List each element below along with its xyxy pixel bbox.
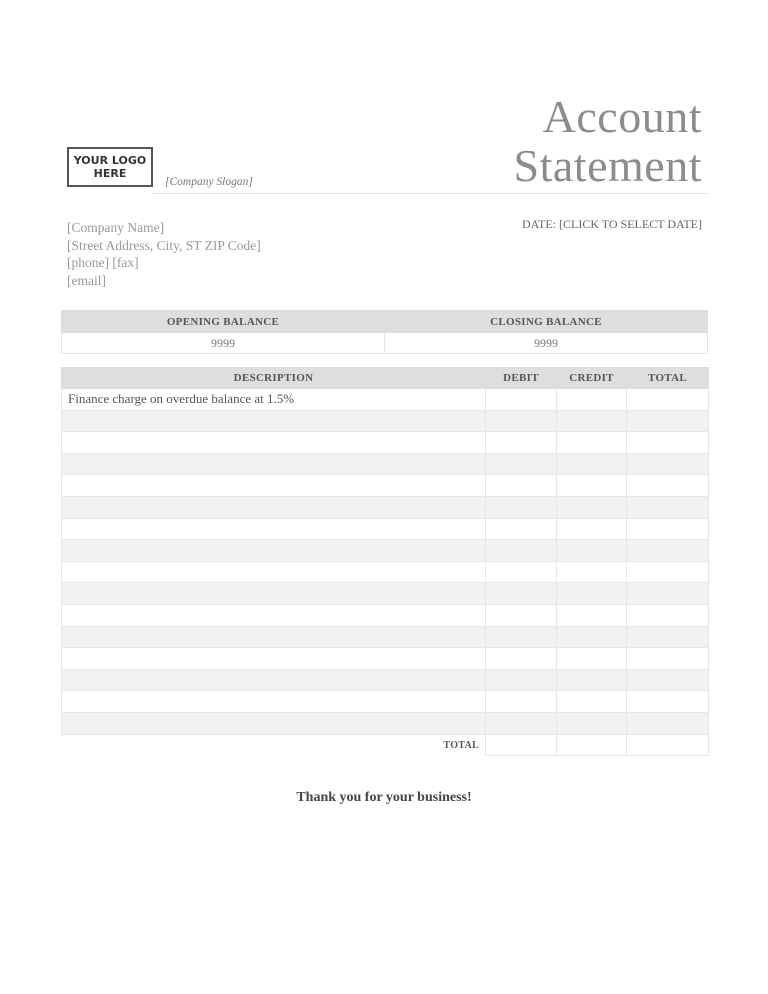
closing-balance-header: CLOSING BALANCE xyxy=(385,311,708,333)
credit-cell[interactable] xyxy=(557,496,627,518)
debit-cell[interactable] xyxy=(486,518,557,540)
credit-cell[interactable] xyxy=(557,626,627,648)
description-cell[interactable] xyxy=(62,648,486,670)
total-cell[interactable] xyxy=(627,691,709,713)
page-title xyxy=(514,92,702,190)
description-cell[interactable] xyxy=(62,583,486,605)
total-cell[interactable] xyxy=(627,432,709,454)
total-cell[interactable] xyxy=(627,453,709,475)
debit-cell[interactable] xyxy=(486,410,557,432)
total-header: TOTAL xyxy=(627,368,709,389)
closing-balance-value[interactable]: 9999 xyxy=(385,333,708,354)
debit-header: DEBIT xyxy=(486,368,557,389)
table-row xyxy=(62,604,709,626)
table-row xyxy=(62,475,709,497)
total-cell[interactable] xyxy=(627,648,709,670)
credit-cell[interactable] xyxy=(557,583,627,605)
debit-cell[interactable] xyxy=(486,712,557,734)
table-row xyxy=(62,410,709,432)
total-cell[interactable] xyxy=(627,518,709,540)
company-address[interactable]: [Street Address, City, ST ZIP Code] xyxy=(67,237,261,253)
total-credit-cell[interactable] xyxy=(557,734,627,756)
debit-cell[interactable] xyxy=(486,389,557,411)
credit-cell[interactable] xyxy=(557,540,627,562)
table-row xyxy=(62,432,709,454)
description-cell[interactable] xyxy=(62,712,486,734)
thank-you-message: Thank you for your business! xyxy=(296,790,472,805)
credit-cell[interactable] xyxy=(557,712,627,734)
table-row xyxy=(62,518,709,540)
credit-cell[interactable] xyxy=(557,691,627,713)
description-header: DESCRIPTION xyxy=(62,368,486,389)
debit-cell[interactable] xyxy=(486,540,557,562)
credit-cell[interactable] xyxy=(557,475,627,497)
description-cell[interactable] xyxy=(62,669,486,691)
table-row xyxy=(62,496,709,518)
company-slogan[interactable]: [Company Slogan] xyxy=(165,176,253,188)
description-cell[interactable] xyxy=(62,518,486,540)
table-row xyxy=(62,626,709,648)
total-cell[interactable] xyxy=(627,604,709,626)
total-cell[interactable] xyxy=(627,540,709,562)
company-name[interactable]: [Company Name] xyxy=(67,220,165,235)
credit-cell[interactable] xyxy=(557,669,627,691)
total-cell[interactable] xyxy=(627,561,709,583)
total-cell[interactable] xyxy=(627,669,709,691)
description-cell[interactable] xyxy=(62,626,486,648)
table-row xyxy=(62,583,709,605)
credit-cell[interactable] xyxy=(557,432,627,454)
company-phone-fax[interactable]: [phone] [fax] xyxy=(67,255,139,270)
description-cell[interactable]: Finance charge on overdue balance at 1.5% xyxy=(62,389,486,411)
credit-cell[interactable] xyxy=(557,648,627,670)
table-row xyxy=(62,561,709,583)
debit-cell[interactable] xyxy=(486,475,557,497)
debit-cell[interactable] xyxy=(486,453,557,475)
description-cell[interactable] xyxy=(62,432,486,454)
company-info xyxy=(67,219,261,289)
opening-balance-value[interactable]: 9999 xyxy=(62,333,385,354)
credit-cell[interactable] xyxy=(557,561,627,583)
description-cell[interactable] xyxy=(62,453,486,475)
title-line-2: Statement xyxy=(513,140,702,191)
total-debit-cell[interactable] xyxy=(486,734,557,756)
credit-cell[interactable] xyxy=(557,389,627,411)
logo-placeholder[interactable]: YOUR LOGO HERE xyxy=(67,147,153,187)
total-cell[interactable] xyxy=(627,475,709,497)
debit-cell[interactable] xyxy=(486,432,557,454)
table-row xyxy=(62,712,709,734)
table-row xyxy=(62,648,709,670)
credit-cell[interactable] xyxy=(557,453,627,475)
debit-cell[interactable] xyxy=(486,648,557,670)
credit-cell[interactable] xyxy=(557,410,627,432)
total-cell[interactable] xyxy=(627,389,709,411)
statement-date[interactable]: DATE: [CLICK TO SELECT DATE] xyxy=(522,217,702,231)
debit-cell[interactable] xyxy=(486,691,557,713)
credit-cell[interactable] xyxy=(557,604,627,626)
table-row xyxy=(62,453,709,475)
debit-cell[interactable] xyxy=(486,561,557,583)
table-row xyxy=(62,389,709,411)
description-cell[interactable] xyxy=(62,561,486,583)
total-cell[interactable] xyxy=(627,496,709,518)
title-line-1: Account xyxy=(542,91,702,142)
balances-table xyxy=(61,310,708,354)
debit-cell[interactable] xyxy=(486,583,557,605)
credit-header: CREDIT xyxy=(557,368,627,389)
table-row xyxy=(62,540,709,562)
table-row xyxy=(62,669,709,691)
total-total-cell[interactable] xyxy=(627,734,709,756)
description-cell[interactable] xyxy=(62,540,486,562)
debit-cell[interactable] xyxy=(486,626,557,648)
table-row xyxy=(62,691,709,713)
description-cell[interactable] xyxy=(62,410,486,432)
debit-cell[interactable] xyxy=(486,496,557,518)
total-cell[interactable] xyxy=(627,712,709,734)
total-cell[interactable] xyxy=(627,626,709,648)
total-cell[interactable] xyxy=(627,410,709,432)
header-divider xyxy=(153,193,708,194)
debit-cell[interactable] xyxy=(486,669,557,691)
description-cell[interactable] xyxy=(62,604,486,626)
opening-balance-header: OPENING BALANCE xyxy=(62,311,385,333)
line-items-table xyxy=(61,367,709,756)
debit-cell[interactable] xyxy=(486,604,557,626)
description-cell[interactable] xyxy=(62,475,486,497)
totals-row xyxy=(62,734,709,756)
description-cell[interactable] xyxy=(62,496,486,518)
line-items-header-row xyxy=(62,368,709,389)
total-label: TOTAL xyxy=(62,734,486,756)
credit-cell[interactable] xyxy=(557,518,627,540)
company-email[interactable]: [email] xyxy=(67,272,106,288)
description-cell[interactable] xyxy=(62,691,486,713)
total-cell[interactable] xyxy=(627,583,709,605)
